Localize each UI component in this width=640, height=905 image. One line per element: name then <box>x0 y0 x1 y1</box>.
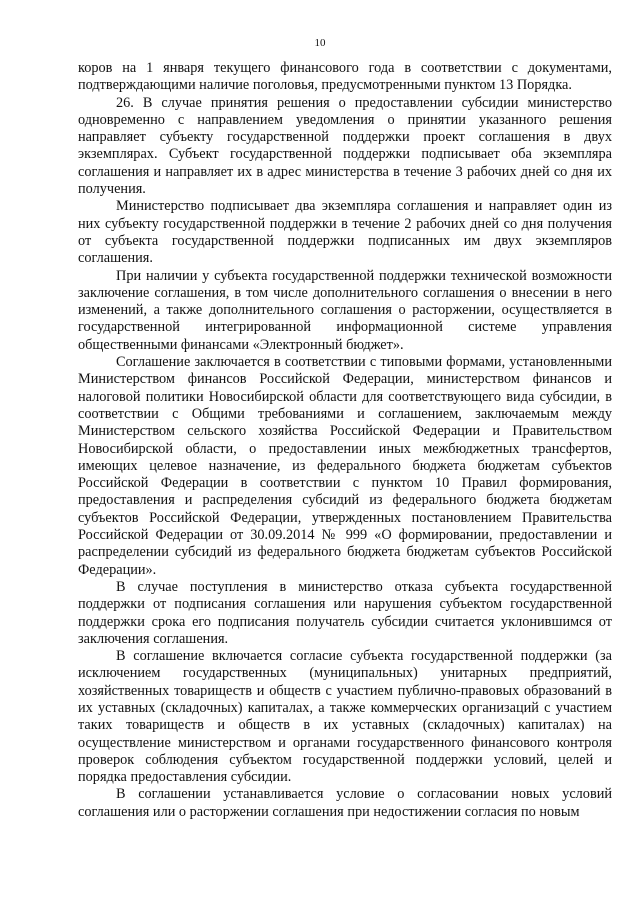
paragraph-ministry-signs: Министерство подписывает два экземпляра соглашения и направляет один из них субъекту государственной поддержки в течение 2 рабочих дней со дня получения от субъекта государственной поддержки подписанных им двух экземпляров соглашения. <box>78 198 612 267</box>
paragraph-clause-26: 26. В случае принятия решения о предоставлении субсидии министерство одновременно с направлением уведомления о принятии указанного решения направляет субъекту государственной поддержки проект соглашения в двух экземплярах. Субъект государственной поддержки подписывает оба экземпляра соглашения и направляет их в адрес министерства в течение 3 рабочих дней со дня их получения. <box>78 94 612 198</box>
paragraph-continuation: коров на 1 января текущего финансового года в соответствии с документами, подтверждающими наличие поголовья, предусмотренными пунктом 13 Порядка. <box>78 60 612 94</box>
paragraph-standard-forms: Соглашение заключается в соответствии с типовыми формами, установленными Министерством финансов Российской Федерации, министерством финансов и налоговой политики Новосибирской области для соответствующего вида субсидии, в соответствии с Общими требованиями и соглашением, заключаемым между Министерством сельского хозяйства Российской Федерации и Правительством Новосибирской области, о предоставлении иных межбюджетных трансфертов, имеющих целевое назначение, из федерального бюджета бюджетам субъектов Российской Федерации в соответствии с пунктом 10 Правил формирования, предоставления и распределения субсидий из федерального бюджета бюджетам субъектов Российской Федерации, утвержденных постановлением Правительства Российской Федерации от 30.09.2014 № 999 «О формировании, предоставлении и распределении субсидий из федерального бюджета бюджетам субъектов Российской Федерации». <box>78 354 612 578</box>
paragraph-consent: В соглашение включается согласие субъекта государственной поддержки (за исключением государственных (муниципальных) унитарных предприятий, хозяйственных товариществ и обществ с участием публично-правовых образований в их уставных (складочных) капиталах, а также коммерческих организаций с участием таких товариществ и обществ в их уставных (складочных) капиталах) на осуществление министерством и органами государственного финансового контроля проверок соблюдения субъектом государственной поддержки условий, целей и порядка предоставления субсидии. <box>78 648 612 786</box>
paragraph-refusal: В случае поступления в министерство отказа субъекта государственной поддержки от подписания соглашения или нарушения субъектом государственной поддержки срока его подписания получатель субсидии считается уклонившимся от заключения соглашения. <box>78 578 612 647</box>
paragraph-electronic-budget: При наличии у субъекта государственной поддержки технической возможности заключение соглашения, в том числе дополнительного соглашения о внесении в него изменений, а также дополнительного соглашения о расторжении, осуществляется в государственной интегрированной информационной системе управления общественными финансами «Электронный бюджет». <box>78 267 612 353</box>
document-body <box>78 60 612 821</box>
page-number: 10 <box>314 37 326 49</box>
paragraph-new-conditions: В соглашении устанавливается условие о согласовании новых условий соглашения или о расторжении соглашения при недостижении согласия по новым <box>78 786 612 820</box>
